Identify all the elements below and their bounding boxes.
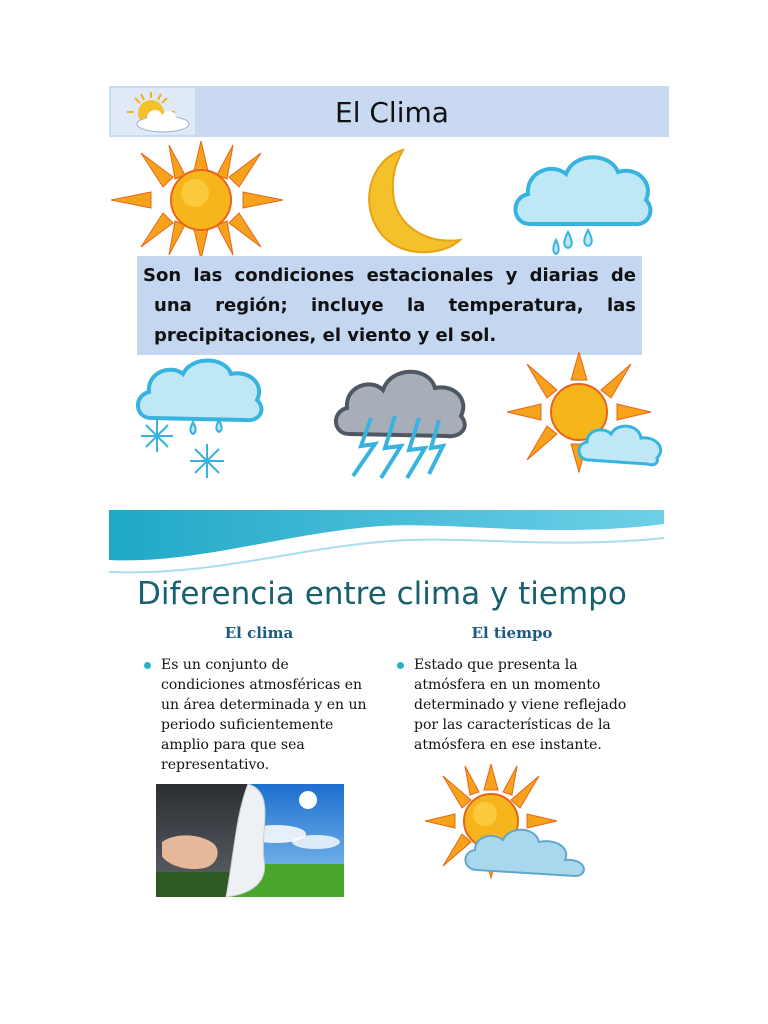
tiempo-bullet [392, 655, 632, 755]
tiempo-line: atmósfera en un momento [414, 677, 601, 693]
definition-box [137, 256, 642, 355]
storm-cloud-icon [331, 358, 469, 482]
title-bar [109, 86, 669, 137]
tiempo-line: Estado que presenta la [414, 657, 578, 673]
sun-cloud-logo-icon [111, 88, 195, 135]
clima-line: periodo suficientemente [161, 717, 334, 733]
clima-line: representativo. [161, 757, 270, 773]
clima-line: Es un conjunto de [161, 657, 289, 673]
snow-cloud-icon [133, 354, 268, 482]
slide-diferencia [109, 510, 664, 910]
sun-with-cloud-icon [425, 764, 589, 882]
clima-column [139, 624, 379, 775]
definition-line: una región; incluye la temperatura, las [154, 295, 636, 316]
tiempo-line: atmósfera en ese instante. [414, 737, 602, 753]
clima-bullet [139, 655, 379, 775]
clima-line: amplio para que sea [161, 737, 305, 753]
clima-line: un área determinada y en un [161, 697, 367, 713]
climate-change-photo [156, 784, 344, 897]
page-title: El Clima [335, 96, 449, 129]
tiempo-line: por las características de la [414, 717, 611, 733]
tiempo-column [392, 624, 632, 755]
clima-heading: El clima [224, 624, 294, 642]
moon-icon [358, 148, 463, 263]
bullet-icon [144, 662, 151, 669]
bullet-icon [397, 662, 404, 669]
section-title: Diferencia entre clima y tiempo [137, 576, 627, 612]
tiempo-heading: El tiempo [471, 624, 553, 642]
clima-line: condiciones atmosféricas en [161, 677, 363, 693]
sun-cloud-icon [507, 352, 669, 482]
wave-banner [109, 510, 664, 580]
tiempo-line: determinado y viene reflejado [414, 697, 627, 713]
sun-icon [111, 141, 283, 264]
definition-line: Son las condiciones estacionales y diarias de [143, 265, 636, 286]
definition-line: precipitaciones, el viento y el sol. [154, 325, 497, 346]
slide-el-clima [109, 86, 669, 482]
rain-cloud-icon [510, 148, 656, 261]
